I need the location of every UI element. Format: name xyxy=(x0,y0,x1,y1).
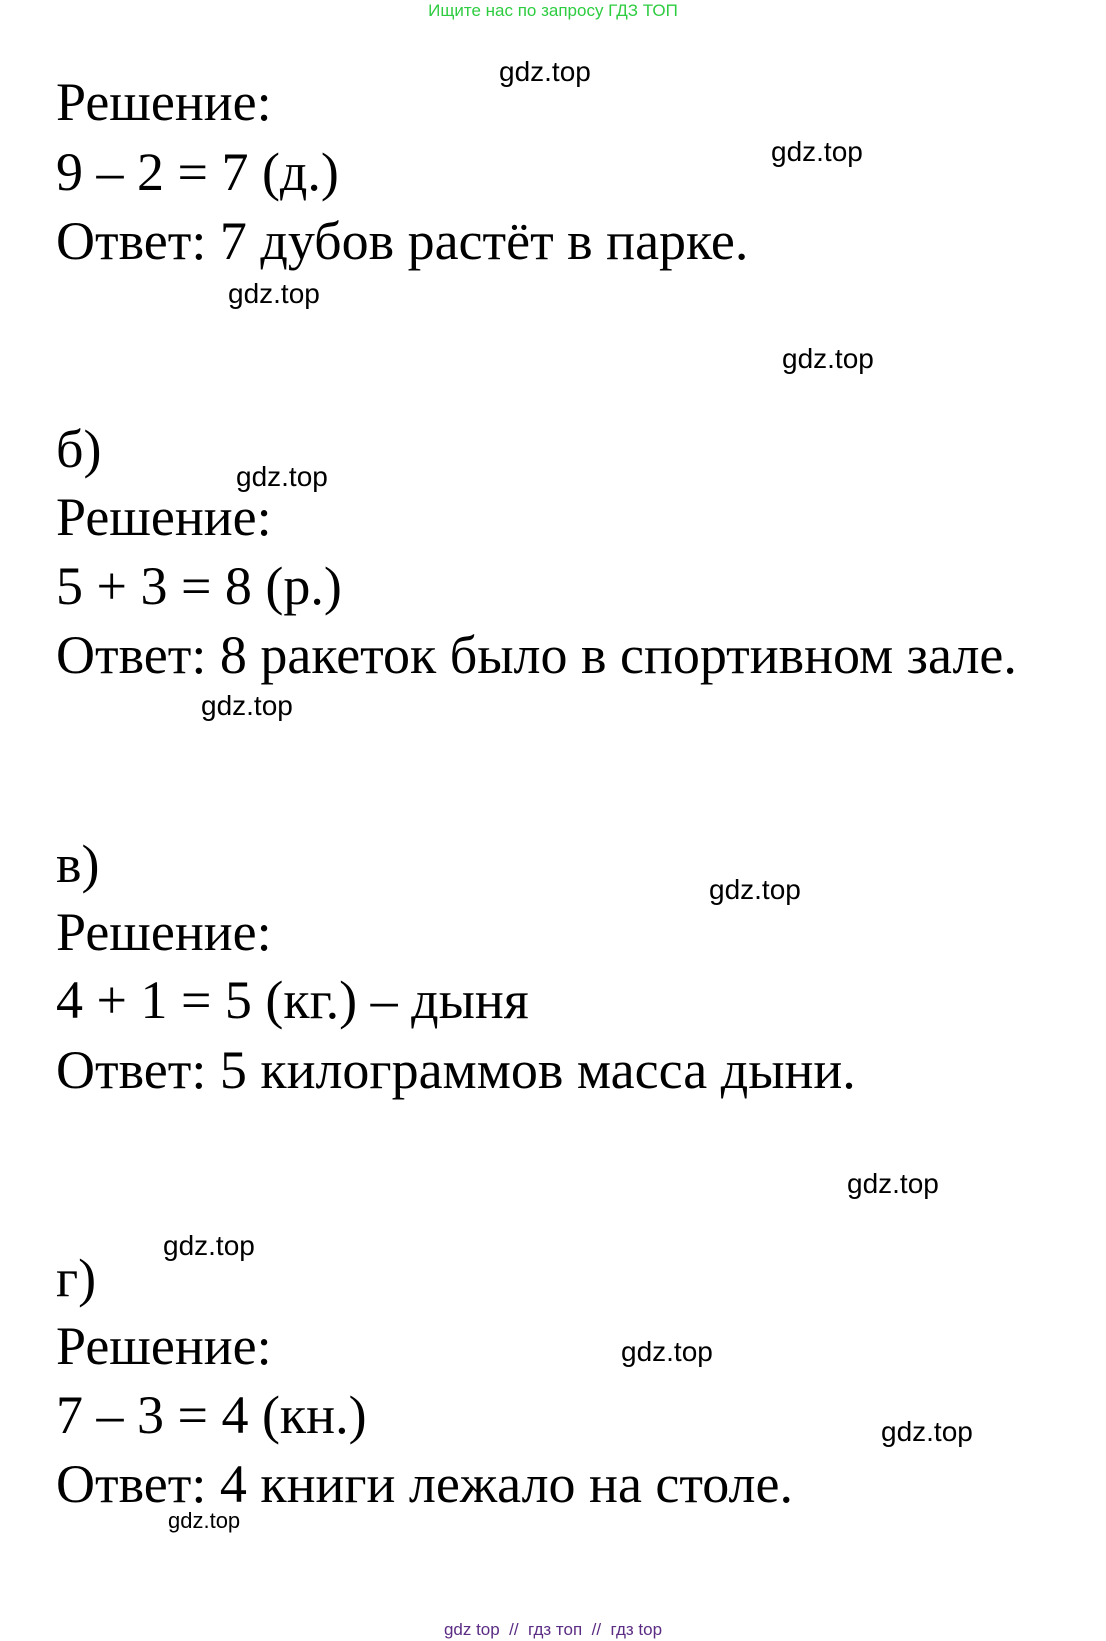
watermark: gdz.top xyxy=(847,1168,939,1199)
watermark: gdz.top xyxy=(709,874,801,905)
watermark: gdz.top xyxy=(881,1416,973,1447)
section-g-heading: Решение: xyxy=(56,1316,272,1376)
section-b-heading: Решение: xyxy=(56,487,272,547)
section-v-answer: Ответ: 5 килограммов масса дыни. xyxy=(56,1040,856,1100)
section-b-equation: 5 + 3 = 8 (р.) xyxy=(56,556,342,616)
watermark: gdz.top xyxy=(168,1508,241,1533)
section-a-equation: 9 – 2 = 7 (д.) xyxy=(56,142,339,202)
watermark: gdz.top xyxy=(201,690,293,721)
section-v-equation: 4 + 1 = 5 (кг.) – дыня xyxy=(56,970,529,1030)
section-v-letter: в) xyxy=(56,834,100,894)
section-b-answer: Ответ: 8 ракеток было в спортивном зале. xyxy=(56,625,1017,685)
watermark: gdz.top xyxy=(163,1230,255,1261)
watermark: gdz.top xyxy=(236,461,328,492)
section-g-letter: г) xyxy=(56,1248,97,1308)
top-banner[interactable]: Ищите нас по запросу ГДЗ ТОП xyxy=(428,1,678,20)
section-v-heading: Решение: xyxy=(56,902,272,962)
section-a-heading: Решение: xyxy=(56,72,272,132)
watermark: gdz.top xyxy=(771,136,863,167)
watermark: gdz.top xyxy=(499,56,591,87)
footer-links[interactable]: gdz top // гдз топ // гдз top xyxy=(443,1620,663,1639)
section-a-answer: Ответ: 7 дубов растёт в парке. xyxy=(56,211,749,271)
section-g-answer: Ответ: 4 книги лежало на столе. xyxy=(56,1454,793,1514)
watermark: gdz.top xyxy=(228,278,320,309)
section-b-letter: б) xyxy=(56,419,102,479)
section-g-equation: 7 – 3 = 4 (кн.) xyxy=(56,1385,367,1445)
watermark: gdz.top xyxy=(621,1336,713,1367)
watermark: gdz.top xyxy=(782,343,874,374)
